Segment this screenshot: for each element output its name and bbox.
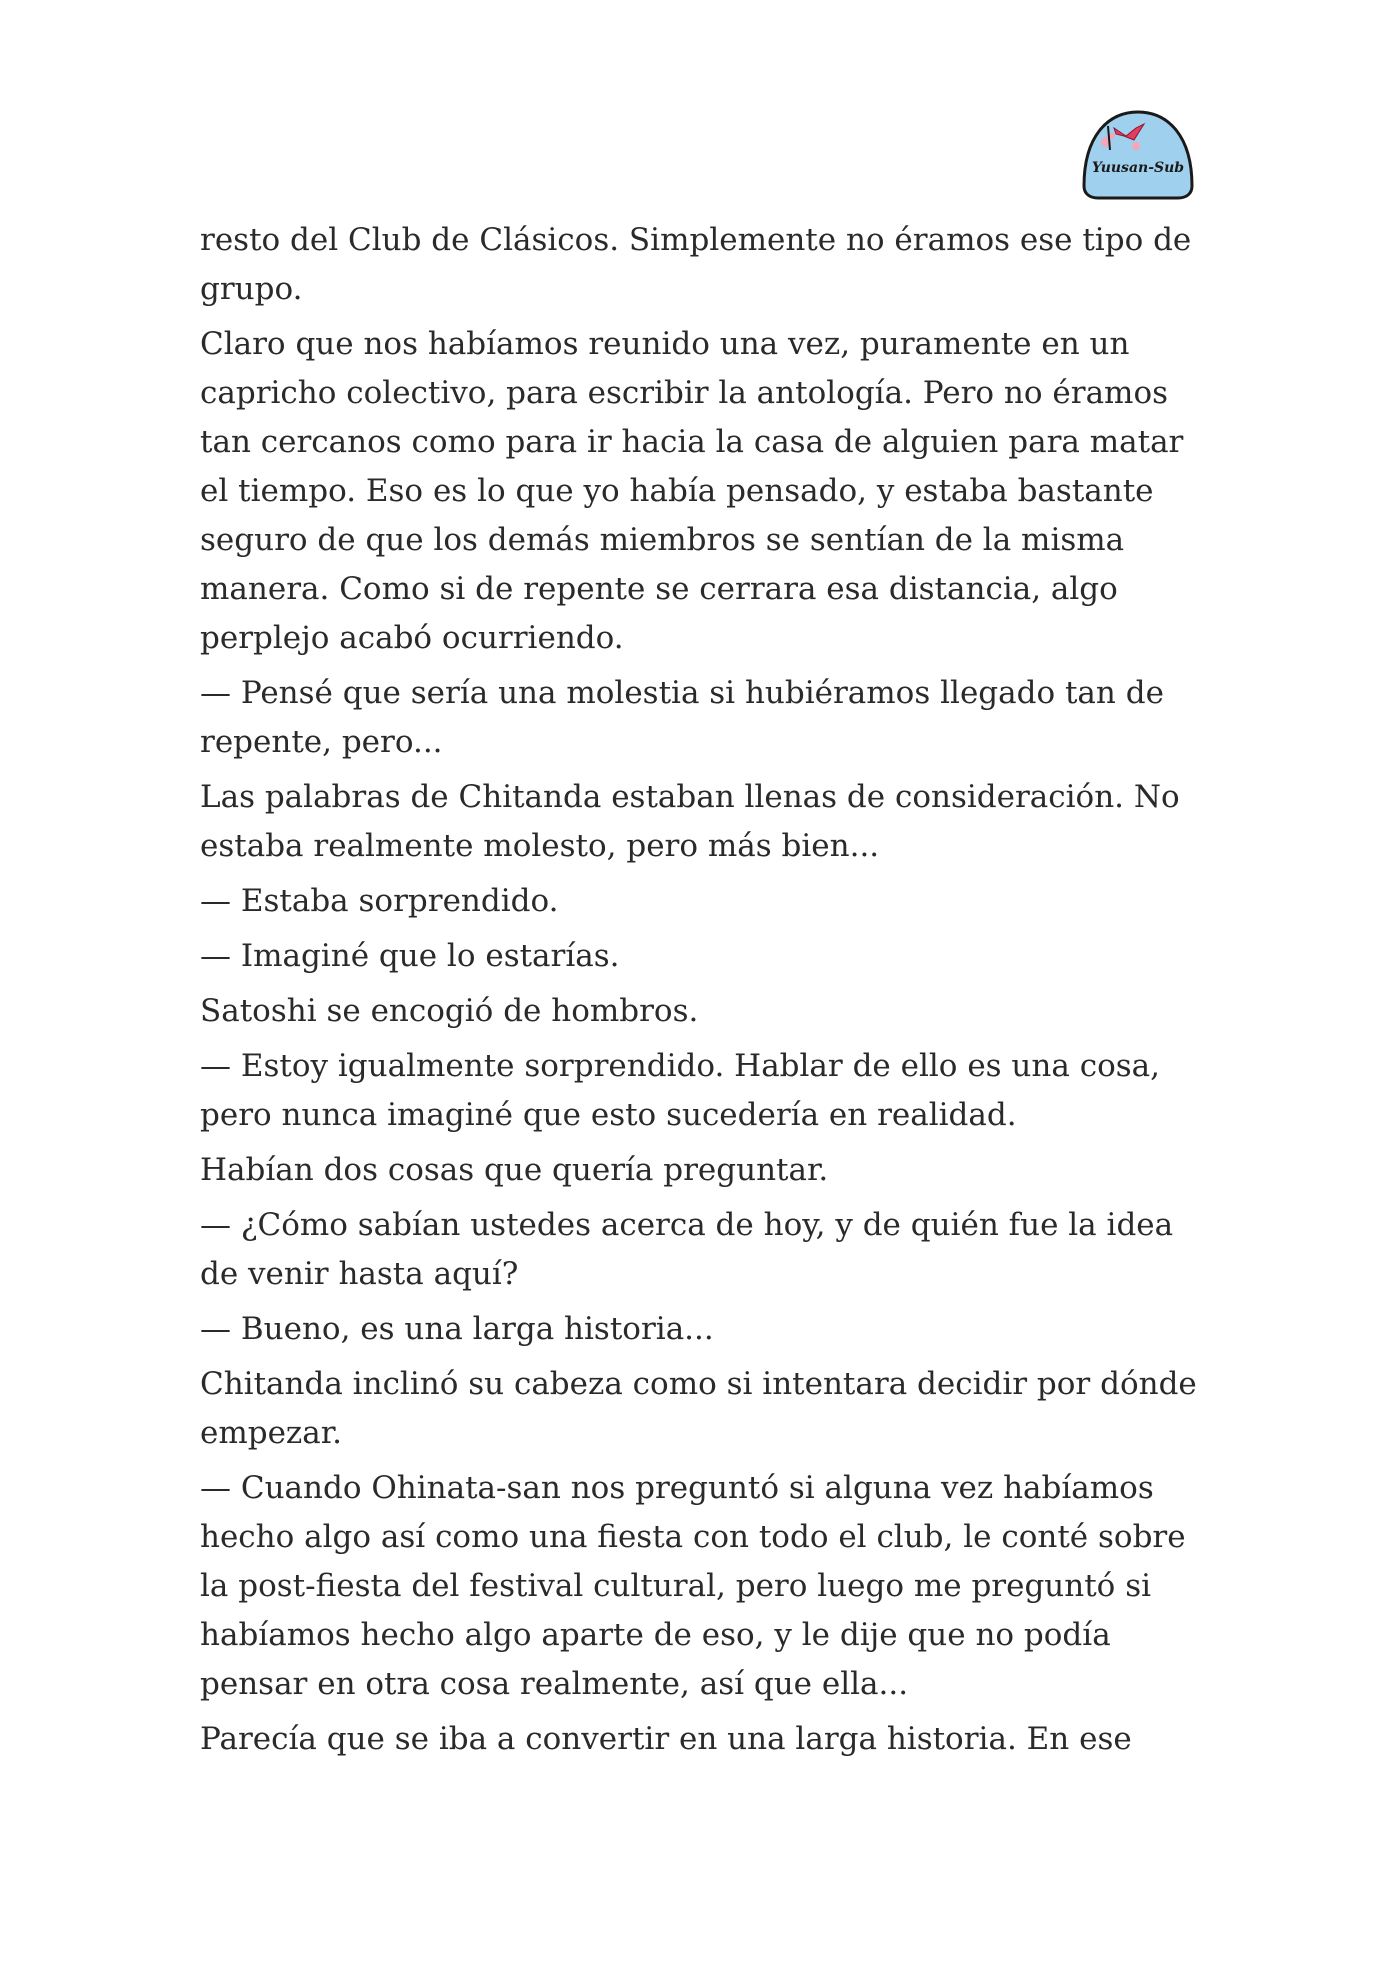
paragraph: resto del Club de Clásicos. Simplemente no éramos ese tipo de grupo.: [200, 222, 1192, 307]
dialogue-line: — Estoy igualmente sorprendido. Hablar de ello es una cosa, pero nunca imaginé que esto sucedería en realidad.: [200, 1048, 1160, 1133]
paragraph: Chitanda inclinó su cabeza como si intentara decidir por dónde empezar.: [200, 1366, 1197, 1451]
logo-badge-icon: [1078, 106, 1198, 200]
dialogue-line: — Estaba sorprendido.: [200, 883, 559, 919]
paragraph: Claro que nos habíamos reunido una vez, puramente en un capricho colectivo, para escribir la antología. Pero no éramos tan cercanos como para ir hacia la casa de alguien para matar el tiempo. Eso es lo que yo había pensado, y estaba bastante seguro de que los demás miembros se sentían de la misma manera. Como si de repente se cerrara esa distancia, algo perplejo acabó ocurriendo.: [200, 326, 1184, 656]
logo-text: Yuusan-Sub: [1091, 160, 1185, 176]
dialogue-line: — Bueno, es una larga historia...: [200, 1311, 714, 1347]
dialogue-line: — Cuando Ohinata-san nos preguntó si alguna vez habíamos hecho algo así como una fiesta con todo el club, le conté sobre la post-fiesta del festival cultural, pero luego me preguntó si habíamos hecho algo aparte de eso, y le dije que no podía pensar en otra cosa realmente, así que ella...: [200, 1470, 1186, 1702]
dialogue-line: — Imaginé que lo estarías.: [200, 938, 620, 974]
dialogue-line: — Pensé que sería una molestia si hubiéramos llegado tan de repente, pero...: [200, 675, 1164, 760]
dialogue-line: — ¿Cómo sabían ustedes acerca de hoy, y de quién fue la idea de venir hasta aquí?: [200, 1207, 1174, 1292]
paragraph: Habían dos cosas que quería preguntar.: [200, 1152, 829, 1188]
body-text: [200, 216, 1200, 1770]
paragraph: Satoshi se encogió de hombros.: [200, 993, 699, 1029]
yuusan-sub-logo: [1078, 106, 1198, 200]
paragraph: Parecía que se iba a convertir en una larga historia. En ese: [200, 1721, 1132, 1757]
paragraph: Las palabras de Chitanda estaban llenas de consideración. No estaba realmente molesto, pero más bien...: [200, 779, 1180, 864]
